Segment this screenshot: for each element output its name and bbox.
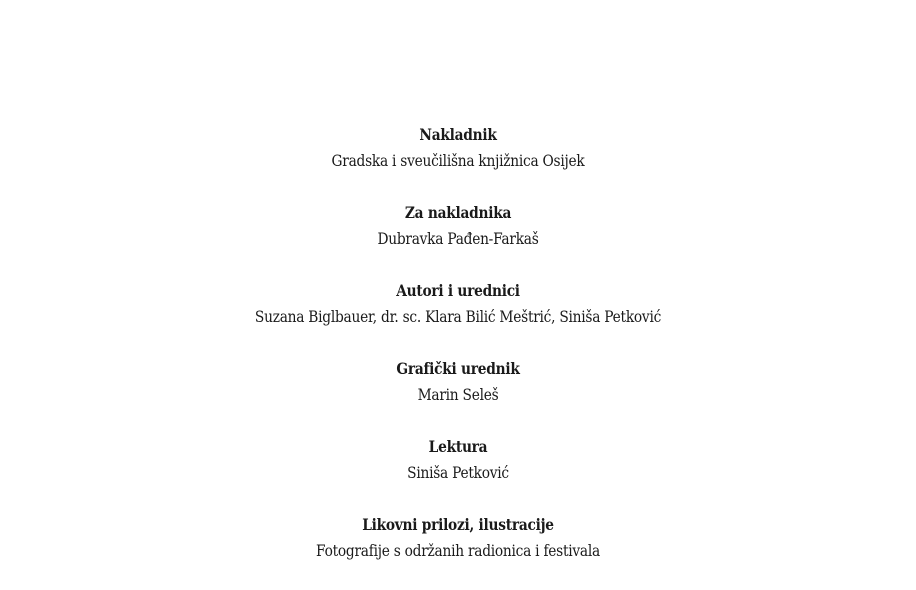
- authors-editors-value: Suzana Biglbauer, dr. sc. Klara Bilić Meštrić, Siniša Petković: [254, 307, 662, 326]
- graphic-editor-value: Marin Seleš: [417, 385, 499, 404]
- graphic-editor-entry: [0, 356, 916, 408]
- proofreading-label: Lektura: [428, 437, 488, 456]
- for-publisher-value: Dubravka Pađen-Farkaš: [377, 229, 539, 248]
- graphic-editor-label: Grafički urednik: [396, 359, 520, 378]
- illustrations-label: Likovni prilozi, ilustracije: [362, 515, 554, 534]
- authors-editors-label: Autori i urednici: [396, 281, 520, 300]
- proofreading-entry: [0, 434, 916, 486]
- authors-editors-entry: [0, 278, 916, 330]
- for-publisher-entry: [0, 200, 916, 252]
- proofreading-value: Siniša Petković: [407, 463, 509, 482]
- publisher-label: Nakladnik: [419, 125, 497, 144]
- illustrations-value: Fotografije s održanih radionica i festivala: [316, 541, 600, 560]
- publisher-entry: [0, 122, 916, 174]
- colophon-block: [0, 122, 916, 590]
- publisher-value: Gradska i sveučilišna knjižnica Osijek: [331, 151, 585, 170]
- for-publisher-label: Za nakladnika: [404, 203, 512, 222]
- illustrations-entry: [0, 512, 916, 564]
